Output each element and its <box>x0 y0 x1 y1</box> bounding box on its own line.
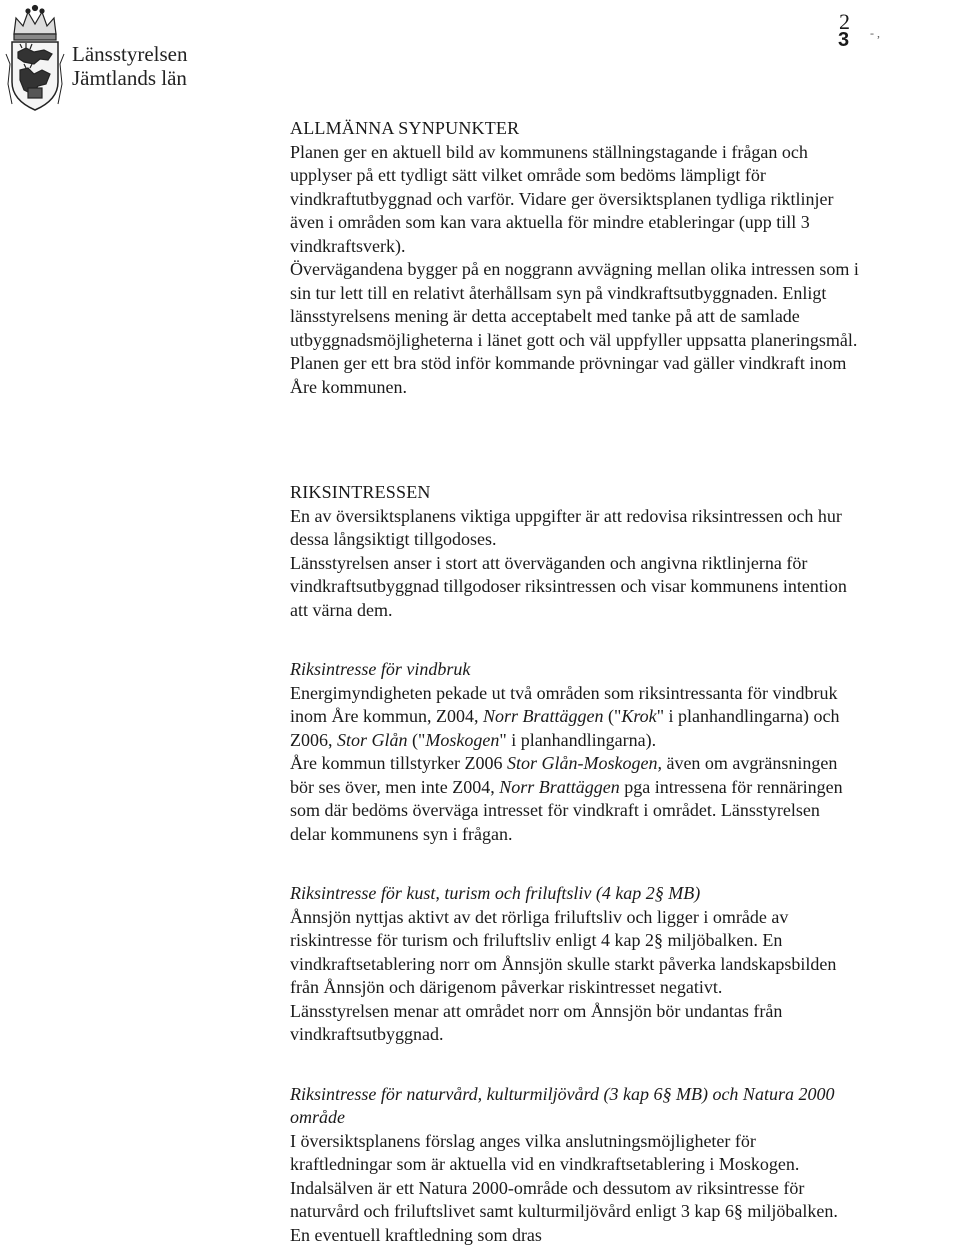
section-heading: RIKSINTRESSEN <box>290 482 431 502</box>
page-number-printed: 3 <box>838 29 850 51</box>
place-name: Krok <box>621 706 657 726</box>
organization-name <box>72 42 187 90</box>
county-coat-of-arms-logo <box>4 4 66 116</box>
organization-name-line1: Länsstyrelsen <box>72 42 188 66</box>
subsection-heading: Riksintresse för naturvård, kulturmiljövård (3 kap 6§ MB) och Natura 2000 område <box>290 1083 835 1127</box>
organization-name-line2: Jämtlands län <box>72 66 187 90</box>
paragraph: Länsstyrelsen menar att området norr om Ånnsjön bör undantas från vindkraftsutbyggnad. <box>290 1000 783 1044</box>
paragraph: Planen ger ett bra stöd inför kommande prövningar vad gäller vindkraft inom Åre kommunen. <box>290 353 847 397</box>
section-heading: ALLMÄNNA SYNPUNKTER <box>290 118 520 138</box>
section-riksintressen <box>290 481 860 622</box>
paragraph <box>290 682 860 753</box>
place-name: Norr Brattäggen <box>499 776 620 797</box>
paragraph: En av översiktsplanens viktiga uppgifter är att redovisa riksintressen och hur dessa långsiktigt tillgodoses. <box>290 505 842 549</box>
subsection-vindbruk <box>290 658 860 846</box>
subsection-friluftsliv <box>290 882 860 1047</box>
text-span: (" <box>407 729 426 750</box>
paragraph: I översiktsplanens förslag anges vilka anslutningsmöjligheter för kraftledningar som är aktuella vid en vindkraftsetablering i Moskogen. Indalsälven är ett Natura 2000-område och dessutom av riksintresse för naturvård och friluftslivet samt kulturmiljövård enligt 3 kap 6§ miljöbalken. En eventuell kraftledning som dras <box>290 1130 838 1245</box>
subsection-heading: Riksintresse för vindbruk <box>290 659 471 679</box>
text-span: Energimyndigheten pekade ut två områden som riksintressanta för vindbruk inom Åre kommun, Z004, <box>290 682 838 726</box>
place-name: Stor Glån-Moskogen, <box>506 753 662 773</box>
scan-specks: - , <box>870 26 880 40</box>
text-span: Åre kommun tillstyrker Z006 <box>290 753 507 773</box>
paragraph: Planen ger en aktuell bild av kommunens ställningstagande i frågan och upplyser på ett tydligt sätt vilket område som bedöms lämpligt för vindkraftutbyggnad och varför. Vidare ger översiktsplanen tydliga riktlinjer även i områden som kan vara aktuella för mindre etableringar (upp till 3 vindkraftsverk). <box>290 141 834 256</box>
paragraph: Ånnsjön nyttjas aktivt av det rörliga friluftsliv och ligger i område av riskintresse för turism och friluftsliv enligt 4 kap 2§ miljöbalken. En vindkraftsetablering norr om Ånnsjön skulle starkt påverka landskapsbilden från Ånnsjön och därigenom påverkar riskintresset negativt. <box>290 906 837 997</box>
paragraph: Länsstyrelsen anser i stort att överväganden och angivna riktlinjerna för vindkraftsutbyggnad tillgodoser riksintressen och visar kommunens intention att värna dem. <box>290 552 847 620</box>
paragraph: Övervägandena bygger på en noggrann avvägning mellan olika intressen som i sin tur lett till en relativt återhållsam syn på vindkraftsutbyggnaden. Enligt länsstyrelsens mening är detta acceptabelt med tanke på att de samlade utbyggnadsmöjligheterna i länet gott och väl uppfyller uppsatta planeringsmål. <box>290 259 859 350</box>
text-span: (" <box>603 706 622 726</box>
place-name: Moskogen <box>425 729 500 750</box>
letter-body <box>290 117 860 1247</box>
text-span: " i planhandlingarna). <box>499 729 657 750</box>
place-name: Norr Brattäggen <box>482 706 604 726</box>
page-number-handwritten: 2 <box>839 9 850 34</box>
paragraph <box>290 752 860 846</box>
place-name: Stor Glån <box>337 729 408 750</box>
text-span: " i planhandlingarna) och Z006, <box>290 706 840 750</box>
text-span: pga intressena för rennäringen som där bedöms överväga intresset för vindkraft i området. Länsstyrelsen delar kommunens syn i frågan. <box>290 776 843 844</box>
subsection-heading: Riksintresse för kust, turism och friluftsliv (4 kap 2§ MB) <box>290 883 701 903</box>
section-allmanna-synpunkter <box>290 117 860 399</box>
text-span: även om avgränsningen bör ses över, men inte Z004, <box>290 753 838 797</box>
subsection-naturvard <box>290 1083 860 1248</box>
page-number <box>838 9 850 51</box>
